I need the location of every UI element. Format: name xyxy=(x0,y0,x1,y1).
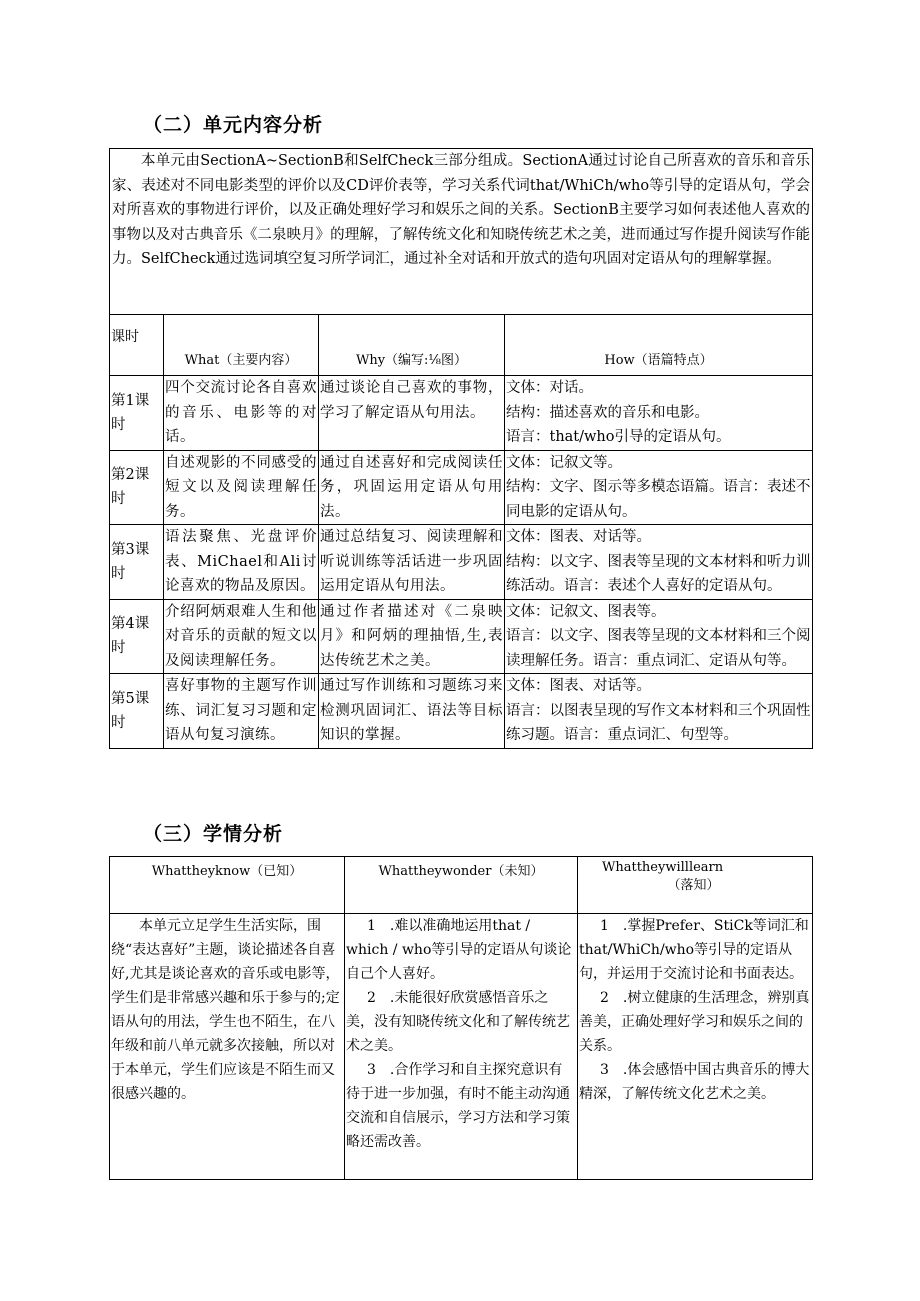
what-cell: 语法聚焦、光盘评价表、MiChael和Ali讨论喜欢的物品及原因。 xyxy=(164,525,319,600)
what-cell: 介绍阿炳艰难人生和他对音乐的贡献的短文以及阅读理解任务。 xyxy=(164,599,319,674)
what-cell: 四个交流讨论各自喜欢的音乐、电影等的对话。 xyxy=(164,376,319,451)
how-line: 结构：描述喜欢的音乐和电影。 xyxy=(506,404,709,421)
header-learn-line1: Whattheywilllearn xyxy=(602,860,724,875)
how-cell xyxy=(505,376,813,451)
why-cell: 通过自述喜好和完成阅读任务，巩固运用定语从句用法。 xyxy=(319,450,505,525)
how-line: 文体：图表、对话等。 xyxy=(506,529,651,545)
how-line: 结构：文字、图示等多模态语篇。语言：表述不同电影的定语从句。 xyxy=(506,479,811,520)
learn-item: 2 .树立健康的生活理念，辨别真善美，正确处理好学习和娱乐之间的关系。 xyxy=(579,990,810,1054)
learn-cell xyxy=(578,914,813,1180)
section-title-learner-analysis: （三）学情分析 xyxy=(143,823,284,845)
header-how: How（语篇特点） xyxy=(505,315,813,376)
why-cell: 通过写作训练和习题练习来检测巩固词汇、语法等目标知识的掌握。 xyxy=(319,674,505,749)
what-cell: 自述观影的不同感受的短文以及阅读理解任务。 xyxy=(164,450,319,525)
how-line: 文体：记叙文等。 xyxy=(506,454,622,471)
how-cell xyxy=(505,599,813,674)
header-know: Whattheyknow（已知） xyxy=(110,857,345,914)
unit-content-table xyxy=(109,148,813,749)
learn-item: 1 .掌握Prefer、StiCk等词汇和that/WhiCh/who等引导的定语从句，并运用于交流讨论和书面表达。 xyxy=(579,918,809,982)
what-cell: 喜好事物的主题写作训练、词汇复习习题和定语从句复习演练。 xyxy=(164,674,319,749)
header-lesson: 课时 xyxy=(110,315,164,376)
table-row xyxy=(110,525,813,600)
section-title-unit-analysis: （二）单元内容分析 xyxy=(143,114,324,136)
how-line: 语言：以图表呈现的写作文本材料和三个巩固性练习题。语言：重点词汇、句型等。 xyxy=(506,702,811,743)
lesson-cell: 第2课时 xyxy=(110,450,164,525)
header-wonder: Whattheywonder（未知） xyxy=(345,857,578,914)
header-learn xyxy=(578,857,813,914)
lesson-cell: 第4课时 xyxy=(110,599,164,674)
wonder-item: 3 .合作学习和自主探究意识有待于进一步加强，有时不能主动沟通交流和自信展示，学习方法和学习策略还需改善。 xyxy=(346,1062,570,1150)
how-line: 文体：记叙文、图表等。 xyxy=(506,603,666,620)
table-row xyxy=(110,376,813,451)
table-row xyxy=(110,599,813,674)
wonder-cell xyxy=(345,914,578,1180)
how-line: 语言：that/who引导的定语从句。 xyxy=(506,429,731,445)
table-row xyxy=(110,450,813,525)
table-row xyxy=(110,674,813,749)
how-line: 结构：以文字、图表等呈现的文本材料和听力训练活动。语言：表述个人喜好的定语从句。 xyxy=(506,553,811,594)
know-text: 本单元立足学生生活实际，围绕“表达喜好”主题，谈论描述各自喜好,尤其是谈论喜欢的音乐或电影等，学生们是非常感兴趣和乐于参与的;定语从句的用法，学生也不陌生，在八年级和前八单元就多次接触，所以对于本单元，学生们应该是不陌生而又很感兴趣的。 xyxy=(111,918,340,1102)
wonder-item: 1 .难以准确地运用that / which / who等引导的定语从句谈论自己个人喜好。 xyxy=(346,918,572,982)
how-line: 文体：图表、对话等。 xyxy=(506,678,651,694)
how-cell xyxy=(505,525,813,600)
how-cell xyxy=(505,450,813,525)
lesson-cell: 第5课时 xyxy=(110,674,164,749)
header-what: What（主要内容） xyxy=(164,315,319,376)
how-line: 语言：以文字、图表等呈现的文本材料和三个阅读理解任务。语言：重点词汇、定语从句等。 xyxy=(506,628,811,669)
how-cell xyxy=(505,674,813,749)
learner-analysis-table xyxy=(109,856,813,1180)
why-cell: 通过作者描述对《二泉映月》和阿炳的理抽悟,生,表达传统艺术之美。 xyxy=(319,599,505,674)
know-cell xyxy=(110,914,345,1180)
lesson-cell: 第3课时 xyxy=(110,525,164,600)
header-why: Why（编写:⅛图） xyxy=(319,315,505,376)
lesson-cell: 第1课时 xyxy=(110,376,164,451)
why-cell: 通过总结复习、阅读理解和听说训练等活话进一步巩固运用定语从句用法。 xyxy=(319,525,505,600)
how-line: 文体：对话。 xyxy=(506,380,593,396)
unit-intro-text: 本单元由SectionA~SectionB和SelfCheck三部分组成。SectionA通过讨论自己所喜欢的音乐和音乐家、表述对不同电影类型的评价以及CD评价表等，学习关系代词that/WhiCh/who等引导的定语从句，学会对所喜欢的事物进行评价，以及正确处理好学习和娱乐之间的关系。SectionB主要学习如何表述他人喜欢的事物以及对古典音乐《二泉映月》的理解，了解传统文化和知晓传统艺术之美，进而通过写作提升阅读写作能力。SelfCheck通过选词填空复习所学词汇，通过补全对话和开放式的造句巩固对定语从句的理解掌握。 xyxy=(110,149,813,315)
header-learn-line2: （落知） xyxy=(667,878,720,893)
why-cell: 通过谈论自己喜欢的事物，学习了解定语从句用法。 xyxy=(319,376,505,451)
learn-item: 3 .体会感悟中国古典音乐的博大精深，了解传统文化艺术之美。 xyxy=(579,1062,810,1102)
wonder-item: 2 .未能很好欣赏感悟音乐之美，没有知晓传统文化和了解传统艺术之美。 xyxy=(346,990,570,1054)
